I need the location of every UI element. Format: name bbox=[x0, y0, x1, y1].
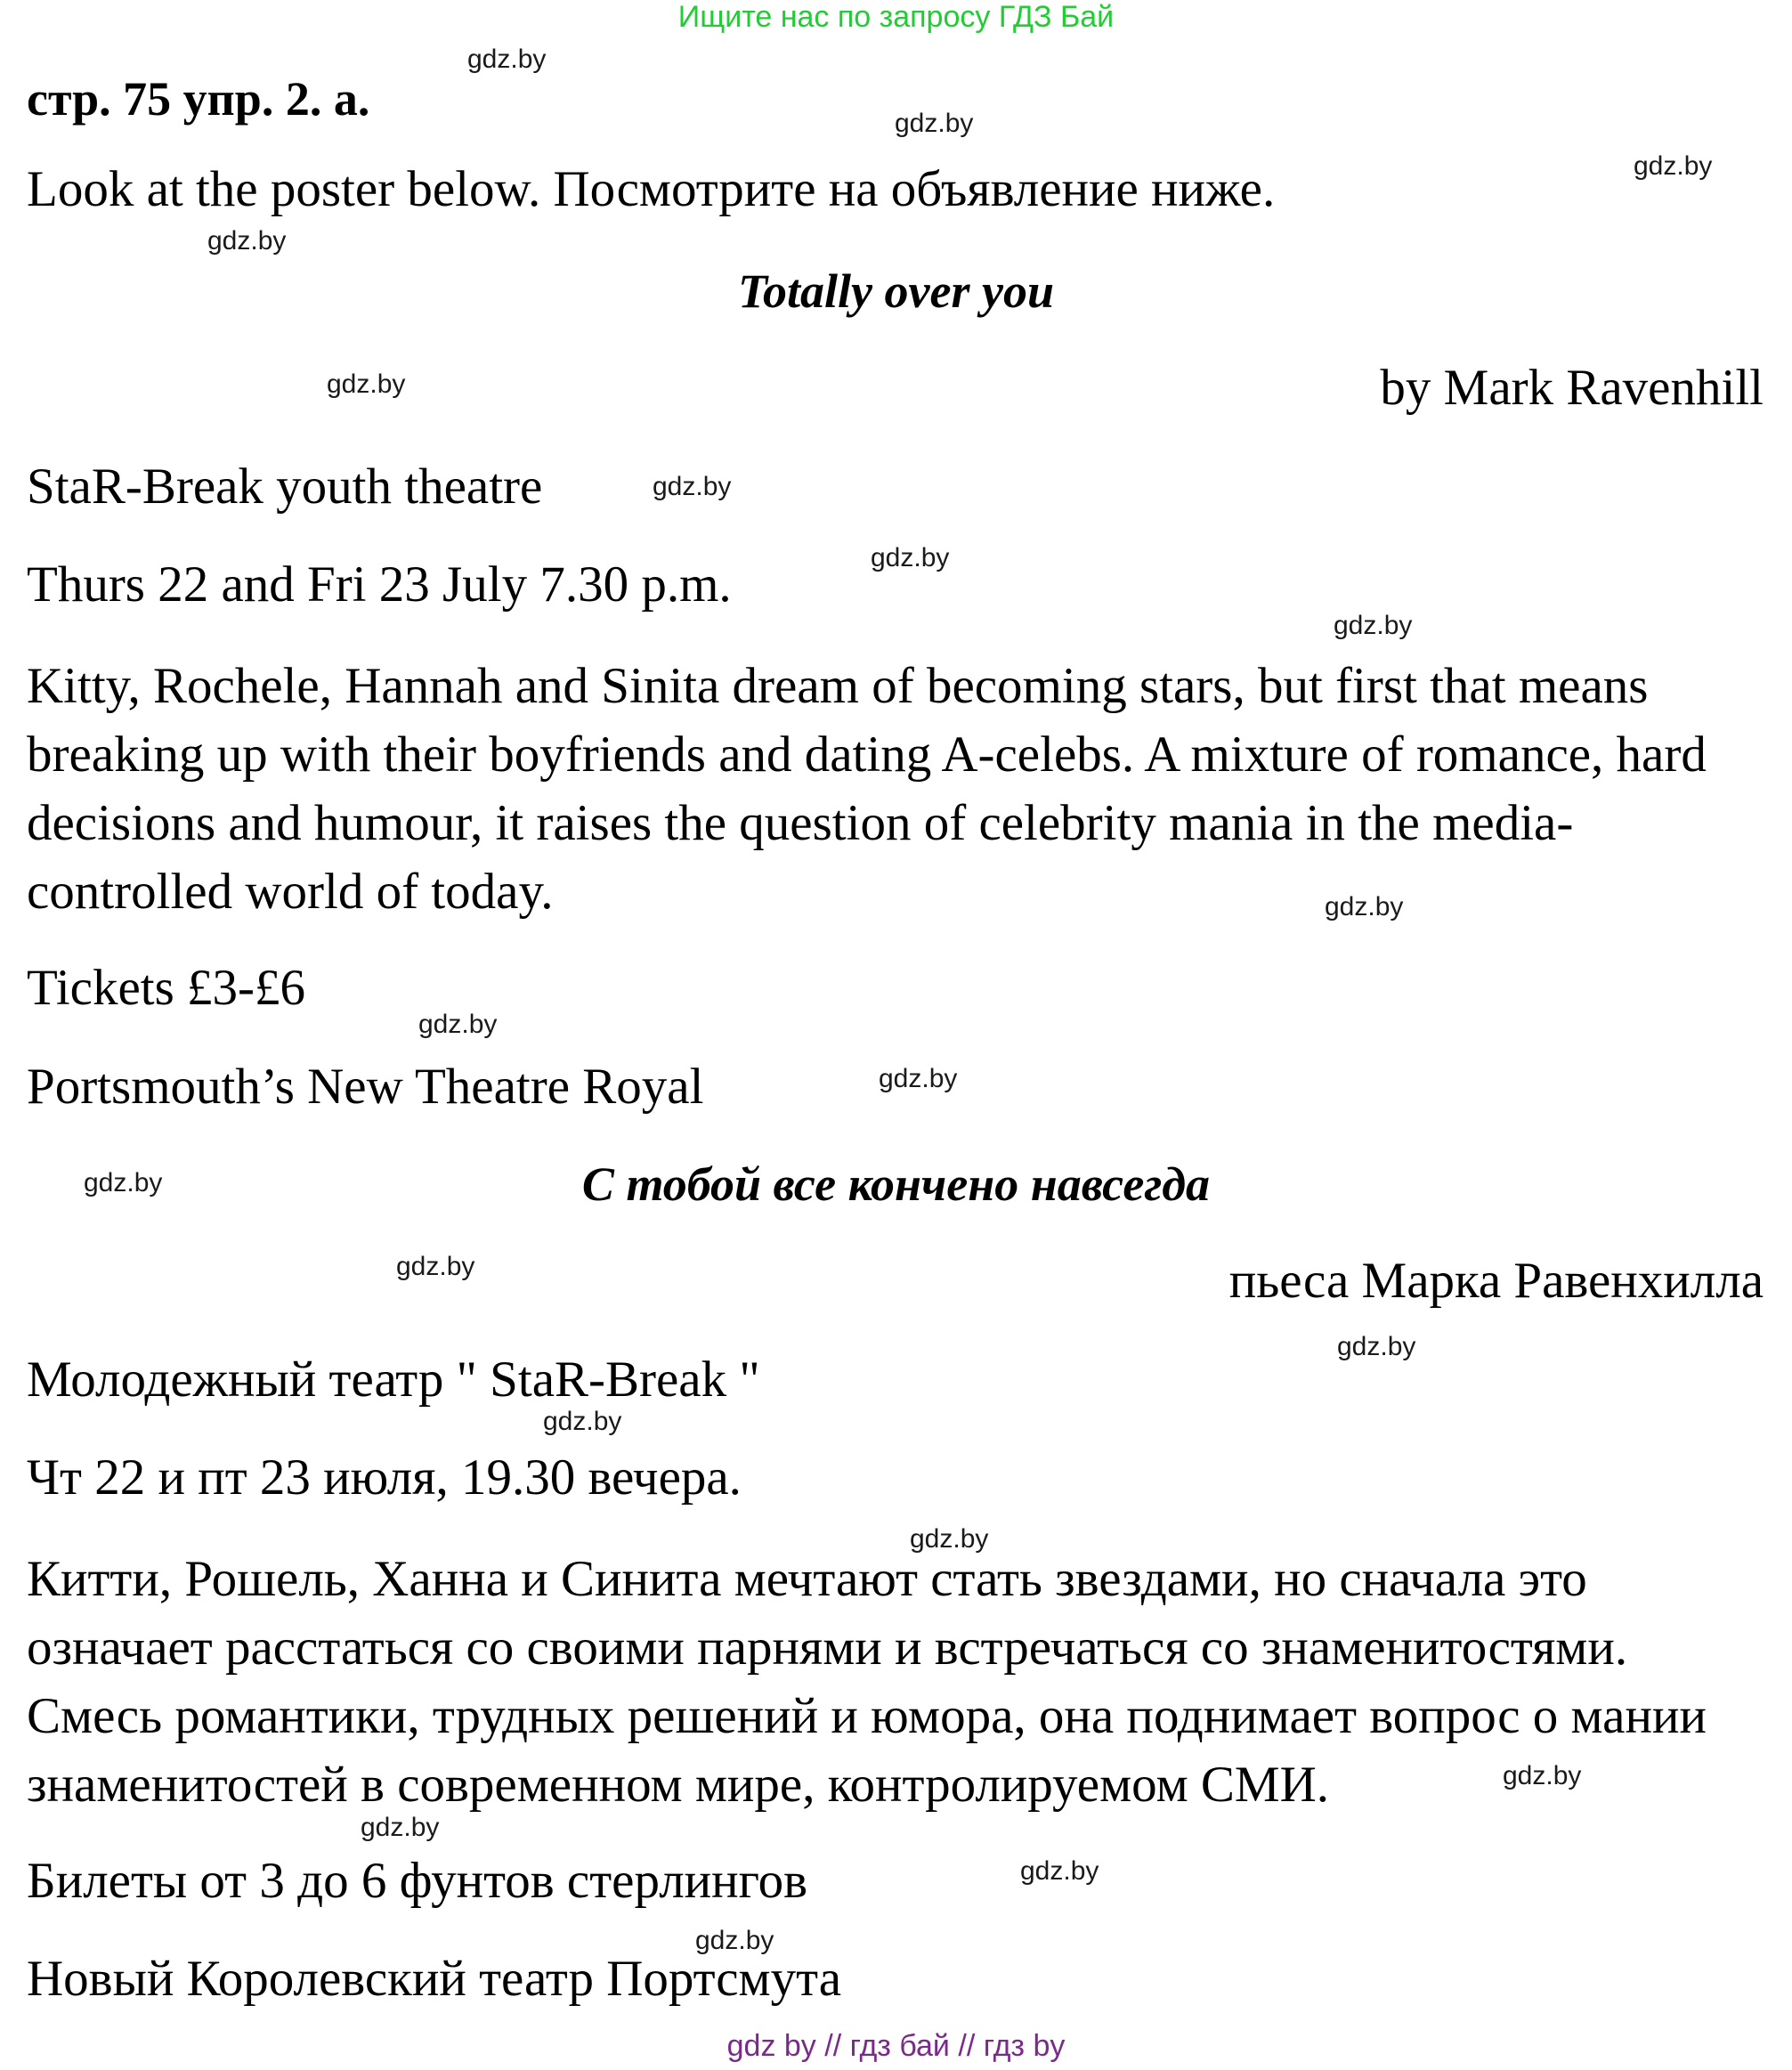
watermark: gdz.by bbox=[543, 1407, 622, 1436]
watermark: gdz.by bbox=[1325, 892, 1404, 921]
english-tickets: Tickets £3-£6 bbox=[27, 960, 305, 1016]
watermark: gdz.by bbox=[695, 1926, 774, 1955]
russian-theatre: Молодежный театр " StaR-Break " bbox=[27, 1352, 760, 1408]
intro-line: Look at the poster below. Посмотрите на объявление ниже. bbox=[27, 161, 1276, 217]
exercise-heading: стр. 75 упр. 2. а. bbox=[27, 72, 370, 126]
watermark: gdz.by bbox=[1337, 1332, 1416, 1361]
english-description-line: breaking up with their boyfriends and dating A-celebs. A mixture of romance, hard bbox=[27, 727, 1707, 783]
english-description-line: Kitty, Rochele, Hannah and Sinita dream of becoming stars, but first that means bbox=[27, 658, 1649, 714]
russian-title: С тобой все кончено навсегда bbox=[581, 1157, 1211, 1211]
russian-tickets: Билеты от 3 до 6 фунтов стерлингов bbox=[27, 1853, 808, 1909]
watermark: gdz.by bbox=[418, 1010, 498, 1039]
english-venue: Portsmouth’s New Theatre Royal bbox=[27, 1059, 704, 1115]
watermark: gdz.by bbox=[1020, 1856, 1099, 1886]
english-author: by Mark Ravenhill bbox=[1380, 360, 1764, 416]
english-title: Totally over you bbox=[738, 264, 1054, 318]
watermark: gdz.by bbox=[879, 1064, 958, 1093]
watermark: gdz.by bbox=[467, 45, 547, 74]
russian-description-line: означает расстаться со своими парнями и встречаться со знаменитостями. bbox=[27, 1619, 1628, 1676]
russian-dates: Чт 22 и пт 23 июля, 19.30 вечера. bbox=[27, 1449, 742, 1506]
watermark: gdz.by bbox=[1634, 151, 1713, 181]
english-description-line: controlled world of today. bbox=[27, 864, 554, 920]
footer-links[interactable]: gdz by // гдз бай // гдз by bbox=[726, 2029, 1066, 2063]
english-theatre: StaR-Break youth theatre bbox=[27, 459, 543, 515]
english-dates: Thurs 22 and Fri 23 July 7.30 p.m. bbox=[27, 556, 732, 613]
english-description bbox=[27, 652, 1772, 926]
watermark: gdz.by bbox=[895, 109, 974, 138]
top-banner[interactable]: Ищите нас по запросу ГДЗ Бай bbox=[677, 0, 1115, 34]
watermark: gdz.by bbox=[1334, 611, 1413, 640]
english-description-line: decisions and humour, it raises the question of celebrity mania in the media- bbox=[27, 795, 1574, 851]
watermark: gdz.by bbox=[361, 1813, 440, 1842]
russian-description-line: Китти, Рошель, Ханна и Синита мечтают стать звездами, но сначала это bbox=[27, 1551, 1587, 1607]
watermark: gdz.by bbox=[327, 369, 406, 399]
watermark: gdz.by bbox=[653, 472, 732, 501]
russian-venue: Новый Королевский театр Портсмута bbox=[27, 1951, 842, 2007]
russian-description-line: Смесь романтики, трудных решений и юмора, она поднимает вопрос о мании bbox=[27, 1688, 1707, 1744]
watermark: gdz.by bbox=[84, 1168, 163, 1197]
russian-description-line: знаменитостей в современном мире, контролируемом СМИ. bbox=[27, 1757, 1330, 1813]
watermark: gdz.by bbox=[207, 226, 287, 256]
watermark: gdz.by bbox=[910, 1524, 989, 1554]
watermark: gdz.by bbox=[396, 1252, 475, 1281]
watermark: gdz.by bbox=[871, 543, 950, 572]
watermark: gdz.by bbox=[1503, 1761, 1582, 1790]
russian-author: пьеса Марка Равенхилла bbox=[1228, 1253, 1764, 1309]
